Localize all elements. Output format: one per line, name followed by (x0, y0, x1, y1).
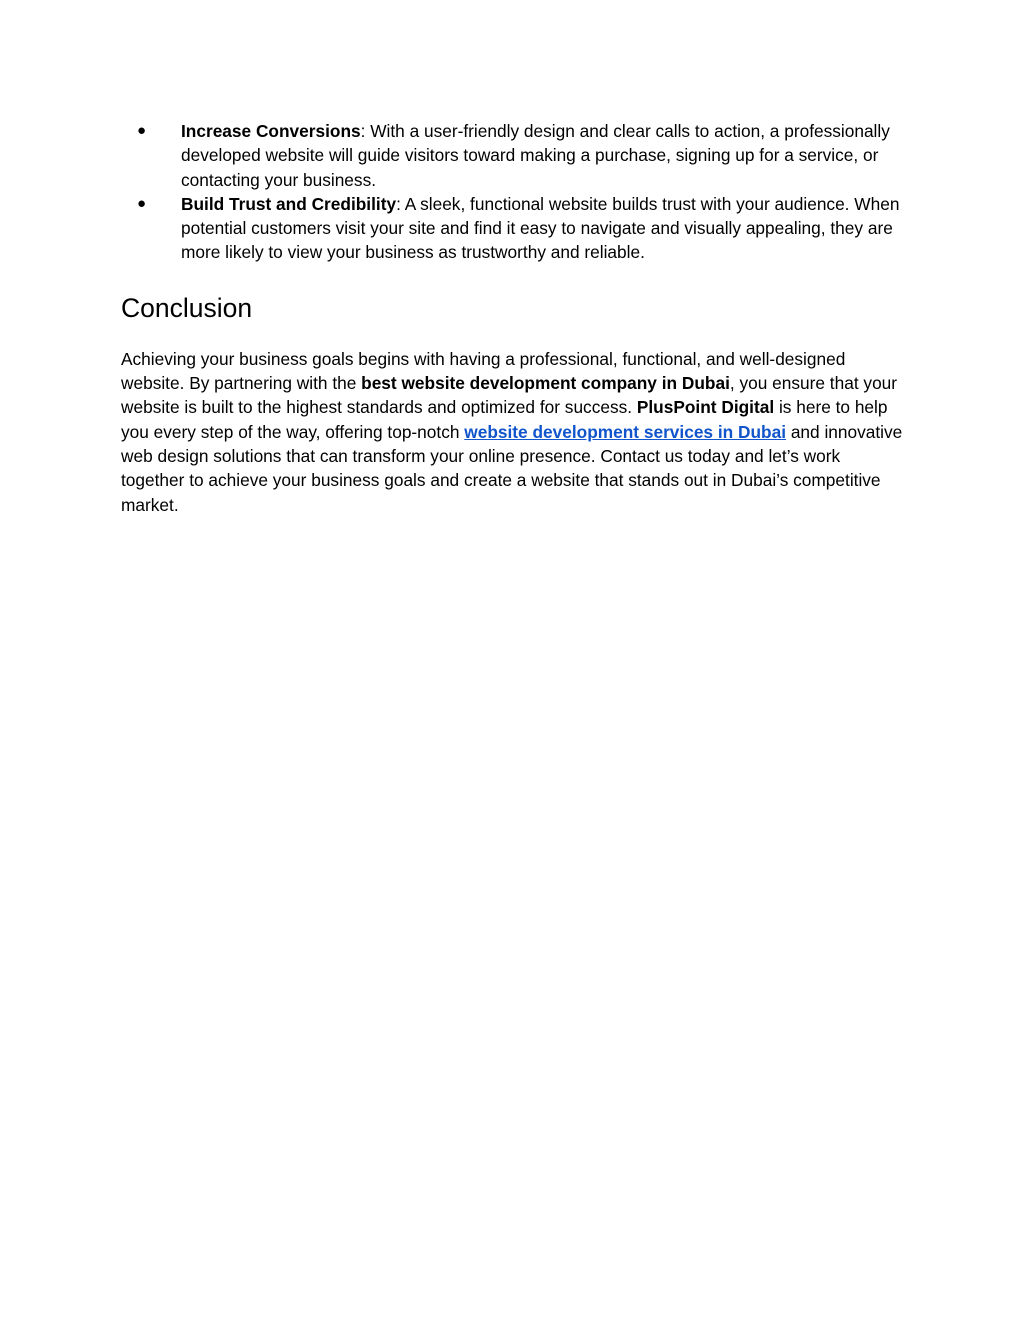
list-item-text: : A sleek, functional website builds trust with your audience. When potential customers visit your site and find it easy to navigate and visually appealing, they are more likely to view your business as trustworthy and reliable. (181, 193, 900, 263)
bullet-icon: ● (137, 122, 147, 139)
list-item-term: Increase Conversions (181, 121, 361, 141)
services-link[interactable]: website development services in Dubai (464, 421, 787, 442)
paragraph-text: , you ensure that your website is built to the highest standards and optimized for success. (121, 373, 898, 418)
paragraph-text: and innovative web design solutions that can transform your online presence. Contact us today and let’s work together to achieve your business goals and create a website that stands out in Dubai’s competitive market. (121, 421, 903, 515)
conclusion-heading: Conclusion (121, 292, 253, 323)
paragraph-bold-text: best website development company in Dubai (361, 373, 730, 394)
benefits-list (121, 119, 903, 265)
list-item-text: : With a user-friendly design and clear calls to action, a professionally developed website will guide visitors toward making a purchase, signing up for a service, or contacting your business. (181, 121, 890, 190)
paragraph-text: Achieving your business goals begins with having a professional, functional, and well-designed website. By partnering with the (121, 348, 846, 394)
list-item-term: Build Trust and Credibility (181, 193, 397, 214)
conclusion-paragraph (121, 347, 903, 517)
company-name: PlusPoint Digital (636, 397, 775, 418)
bullet-icon: ● (137, 194, 147, 212)
list-item (121, 119, 903, 192)
list-item (121, 192, 903, 265)
document-page (121, 119, 903, 517)
paragraph-text: is here to help you every step of the way, offering top-notch (121, 397, 888, 442)
